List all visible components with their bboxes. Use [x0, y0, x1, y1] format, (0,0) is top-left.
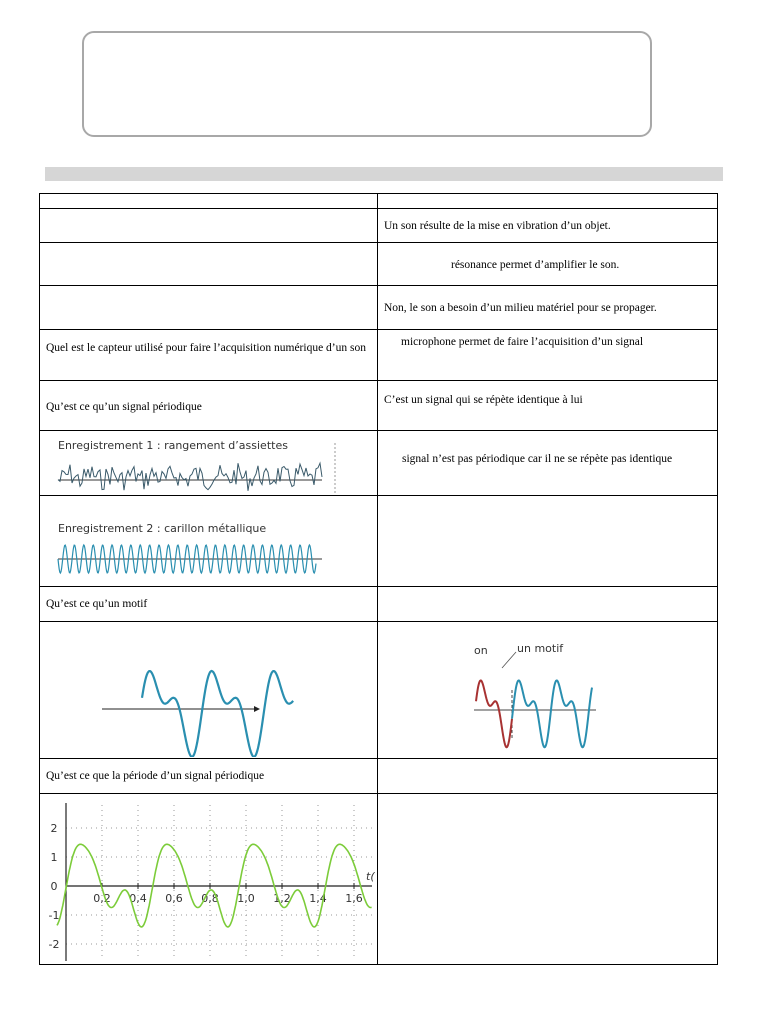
table-row	[40, 759, 718, 794]
table-row	[40, 381, 718, 431]
qa-table	[39, 193, 718, 965]
answer-cell	[378, 286, 718, 330]
answer-cell	[378, 243, 718, 286]
table-row	[40, 286, 718, 330]
answer-text: Non, le son a besoin d’un milieu matériel pour se propager.	[384, 302, 657, 314]
table-row	[40, 330, 718, 381]
question-cell	[40, 759, 378, 794]
answer-cell	[378, 194, 718, 209]
question-cell	[40, 587, 378, 622]
answer-cell	[378, 431, 718, 496]
recording1-figure	[54, 433, 354, 495]
question-cell	[40, 286, 378, 330]
motif-cell	[378, 622, 718, 759]
periodic-waveform	[142, 671, 293, 757]
waveform-cell	[40, 622, 378, 759]
answer-text: Un son résulte de la mise en vibration d’un objet.	[384, 220, 611, 232]
periodic-waveform-figure	[98, 623, 298, 757]
answer-cell	[378, 381, 718, 431]
y-tick-label: 2	[50, 822, 58, 835]
table-row	[40, 496, 718, 587]
answer-text: C’est un signal qui se répète identique à lui	[384, 394, 583, 406]
period-graph	[40, 795, 376, 963]
table-row	[40, 431, 718, 496]
answer-cell	[378, 759, 718, 794]
question-text: Qu’est ce que la période d’un signal périodique	[46, 770, 265, 782]
answer-cell	[378, 496, 718, 587]
answer-cell	[378, 330, 718, 381]
table-row	[40, 794, 718, 965]
title-box	[82, 31, 652, 137]
question-cell	[40, 381, 378, 431]
y-tick-label: -2	[48, 938, 60, 951]
answer-text: résonance permet d’amplifier le son.	[451, 259, 620, 271]
x-tick-label: 1,0	[237, 892, 255, 905]
motif-figure	[472, 638, 612, 758]
period-graph-cell	[40, 794, 378, 965]
y-tick-label: 1	[50, 851, 58, 864]
table-row	[40, 194, 718, 209]
recording2-label: Enregistrement 2 : carillon métallique	[58, 522, 267, 535]
motif-highlight-waveform	[476, 681, 512, 748]
answer-cell	[378, 587, 718, 622]
x-tick-label: 0,6	[165, 892, 183, 905]
y-tick-label: -1	[48, 909, 60, 922]
x-tick-label: 1,6	[345, 892, 363, 905]
recording2-cell	[40, 496, 378, 587]
x-axis-label: t(	[366, 870, 375, 883]
motif-pointer-line	[502, 652, 516, 668]
answer-cell	[378, 794, 718, 965]
motif-continuation-waveform	[512, 681, 592, 748]
question-text: Qu’est ce qu’un motif	[46, 598, 148, 610]
motif-axis-label: on	[474, 644, 488, 657]
section-header-band	[45, 167, 723, 181]
axis-arrow-icon	[254, 706, 260, 712]
table-row	[40, 587, 718, 622]
question-cell	[40, 330, 378, 381]
answer-cell	[378, 209, 718, 243]
motif-label: un motif	[517, 642, 564, 655]
recording2-figure	[54, 498, 354, 586]
recording1-cell	[40, 431, 378, 496]
table-row	[40, 622, 718, 759]
recording1-label: Enregistrement 1 : rangement d’assiettes	[58, 439, 288, 452]
question-cell	[40, 194, 378, 209]
question-cell	[40, 243, 378, 286]
x-tick-label: 1,4	[309, 892, 327, 905]
table-row	[40, 209, 718, 243]
recording1-noise-waveform	[58, 463, 322, 491]
y-tick-label: 0	[50, 880, 58, 893]
x-tick-label: 1,2	[273, 892, 291, 905]
table-row	[40, 243, 718, 286]
x-tick-label: 0,8	[201, 892, 219, 905]
answer-text: microphone permet de faire l’acquisition d’un signal	[401, 336, 644, 348]
x-tick-label: 0,2	[93, 892, 111, 905]
question-cell	[40, 209, 378, 243]
question-text: Qu’est ce qu’un signal périodique	[46, 401, 202, 413]
answer-text: signal n’est pas périodique car il ne se répète pas identique	[402, 453, 673, 465]
x-tick-label: 0,4	[129, 892, 147, 905]
question-text: Quel est le capteur utilisé pour faire l’acquisition numérique d’un son	[46, 342, 366, 354]
